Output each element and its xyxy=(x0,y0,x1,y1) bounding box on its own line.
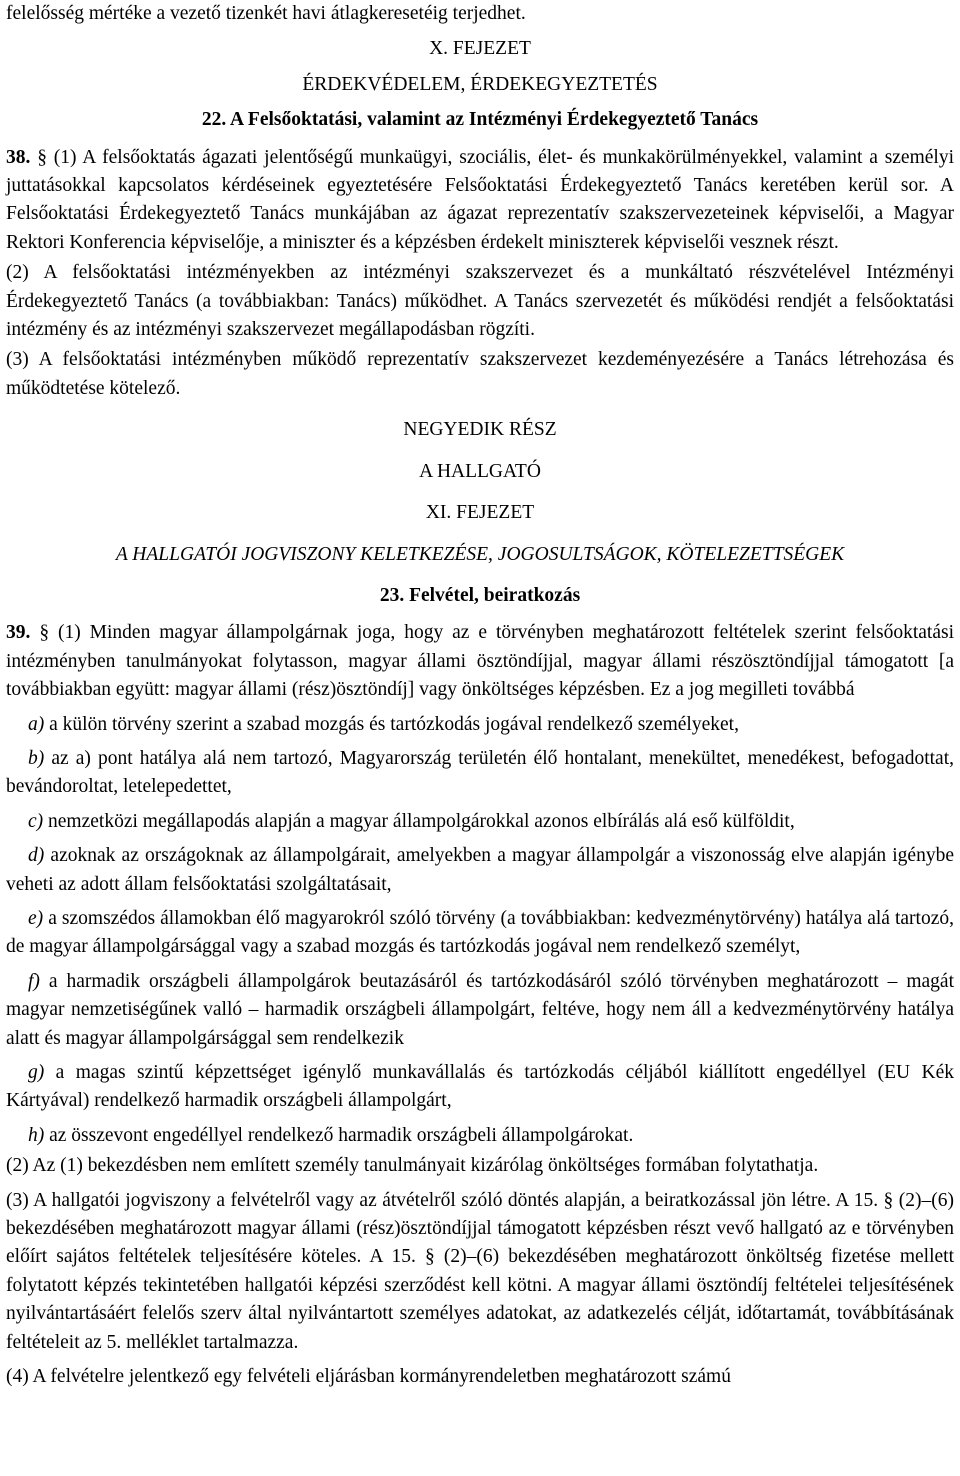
section-number: 39. xyxy=(6,622,31,644)
chapter-title: ÉRDEKVÉDELEM, ÉRDEKEGYEZTETÉS xyxy=(302,73,658,95)
paragraph-39-1 xyxy=(6,619,954,704)
part-title: A HALLGATÓ xyxy=(419,460,541,482)
list-item-text: a magas szintű képzettséget igénylő munkavállalás és tartózkodás céljából kiállított engedéllyel (EU Kék Kártyával) rendelkező harmadik országbeli állampolgárt, xyxy=(6,1062,954,1112)
paragraph-39-2: (2) Az (1) bekezdésben nem említett személy tanulmányait kizárólag önköltséges formában folytathatja. xyxy=(6,1155,819,1177)
list-item-text: a szomszédos államokban élő magyarokról szóló törvény (a továbbiakban: kedvezménytörvény) hatálya alá tartozó, de magyar állampolgársággal vagy a szabad mozgás és tartózkodás jogával nem rendelkező személyt, xyxy=(6,907,954,958)
paragraph-39-4: (4) A felvételre jelentkező egy felvételi eljárásban kormányrendeletben meghatározott számú xyxy=(6,1366,731,1388)
list-item xyxy=(6,842,954,899)
list-item-text: a harmadik országbeli állampolgárok beutazásáról és tartózkodásáról szóló törvényben meghatározott – magát magyar nemzetiségűnek valló – harmadik országbeli állampolgárt, feltéve, hogy nem áll a kedvezménytörvény hatálya alatt és magyar állampolgársággal sem rendelkezik xyxy=(6,970,954,1049)
list-item xyxy=(6,968,954,1053)
section-heading: 23. Felvétel, beiratkozás xyxy=(379,584,581,606)
list-item xyxy=(6,745,954,802)
list-item-text: azoknak az országoknak az állampolgárait, amelyekben a magyar állampolgár a viszonosság elve alapján igénybe veheti az adott állam felsőoktatási szolgáltatásait, xyxy=(6,845,954,895)
section-number: 38. xyxy=(6,146,31,168)
list-item-letter: a) xyxy=(28,713,45,735)
chapter-heading: XI. FEJEZET xyxy=(425,502,535,524)
list-item-letter: d) xyxy=(28,845,45,867)
list-item xyxy=(6,905,954,962)
paragraph-text: § (1) Minden magyar állampolgárnak joga, hogy az e törvényben meghatározott feltételek szerint felsőoktatási intézményben tanulmányokat folytasson, magyar állami ösztöndíjjal, magyar állami részösztöndíjjal támogatott [a továbbiakban együtt: magyar állami (rész)ösztöndíj] vagy önköltséges képzésben. Ez a jog megilleti továbbá xyxy=(6,622,954,701)
part-heading: NEGYEDIK RÉSZ xyxy=(403,419,557,441)
list-item-letter: h) xyxy=(28,1124,45,1146)
list-item-text: a külön törvény szerint a szabad mozgás és tartózkodás jogával rendelkező személyeket, xyxy=(44,713,739,735)
paragraph-38-3: (3) A felsőoktatási intézményben működő reprezentatív szakszervezet kezdeményezésére a Tanács létrehozása és működtetése kötelező. xyxy=(6,349,954,399)
list-item-text: az összevont engedéllyel rendelkező harmadik országbeli állampolgárokat. xyxy=(44,1124,634,1146)
list-item-letter: e) xyxy=(28,907,44,929)
list-item-letter: b) xyxy=(28,747,45,769)
list-item xyxy=(6,1059,954,1116)
list-item-letter: g) xyxy=(28,1062,45,1083)
list-item-text: nemzetközi megállapodás alapján a magyar állampolgárokkal azonos elbírálás alá eső külföldit, xyxy=(43,810,795,832)
paragraph-38-1 xyxy=(6,144,954,258)
list-item xyxy=(6,711,954,739)
list-item-letter: c) xyxy=(28,810,44,832)
paragraph-38-2: (2) A felsőoktatási intézményekben az intézményi szakszervezet és a munkáltató részvételével Intézményi Érdekegyeztető Tanács (a továbbiakban: Tanács) működhet. A Tanács szervezetét és működési rendjét a felsőoktatási intézmény és az intézményi szakszervezet megállapodásban rögzíti. xyxy=(6,262,954,341)
list-item xyxy=(6,1122,954,1150)
chapter-heading: X. FEJEZET xyxy=(429,38,531,60)
body-text-line: felelősség mértéke a vezető tizenkét havi átlagkeresetéig terjedhet. xyxy=(6,3,526,24)
paragraph-text: § (1) A felsőoktatás ágazati jelentőségű munkaügyi, szociális, élet- és munkakörülményekkel, valamint a személyi juttatásokkal kapcsolatos kérdéseinek egyeztetésére Felsőoktatási Érdekegyeztető Tanács keretében kerül sor. A Felsőoktatási Érdekegyeztető Tanács munkájában az ágazat reprezentatív szakszervezeteinek képviselői, a Magyar Rektori Konferencia képviselője, a miniszter és a képzésben érdekelt miniszterek képviselői vesznek részt. xyxy=(6,146,954,253)
enumerated-list xyxy=(6,711,954,1151)
paragraph-39-3: (3) A hallgatói jogviszony a felvételről vagy az átvételről szóló döntés alapján, a beiratkozással jön létre. A 15. § (2)–(6) bekezdésében meghatározott magyar állami (rész)ösztöndíjjal támogatott képzésben részt vevő hallgató az e törvényben előírt sajátos feltételek teljesítésére köteles. A 15. § (2)–(6) bekezdésében meghatározott önköltség fizetése mellett folytatott képzés tekintetében hallgatói képzési szerződést kell kötni. A magyar állami ösztöndíj feltételei teljesítésének nyilvántartásáért felelős szerv által nyilvántartott személyes adatokat, az adatkezelés célját, időtartamát, továbbításának feltételeit az 5. melléklet tartalmazza. xyxy=(6,1189,954,1353)
list-item-text: az a) pont hatálya alá nem tartozó, Magyarország területén élő hontalant, menekültet, menedékest, befogadottat, bevándoroltat, letelepedettet, xyxy=(6,747,954,798)
list-item xyxy=(6,808,954,836)
chapter-title: A HALLGATÓI JOGVISZONY KELETKEZÉSE, JOGOSULTSÁGOK, KÖTELEZETTSÉGEK xyxy=(115,543,845,565)
section-heading: 22. A Felsőoktatási, valamint az Intézményi Érdekegyeztető Tanács xyxy=(201,109,759,131)
list-item-letter: f) xyxy=(28,970,40,992)
